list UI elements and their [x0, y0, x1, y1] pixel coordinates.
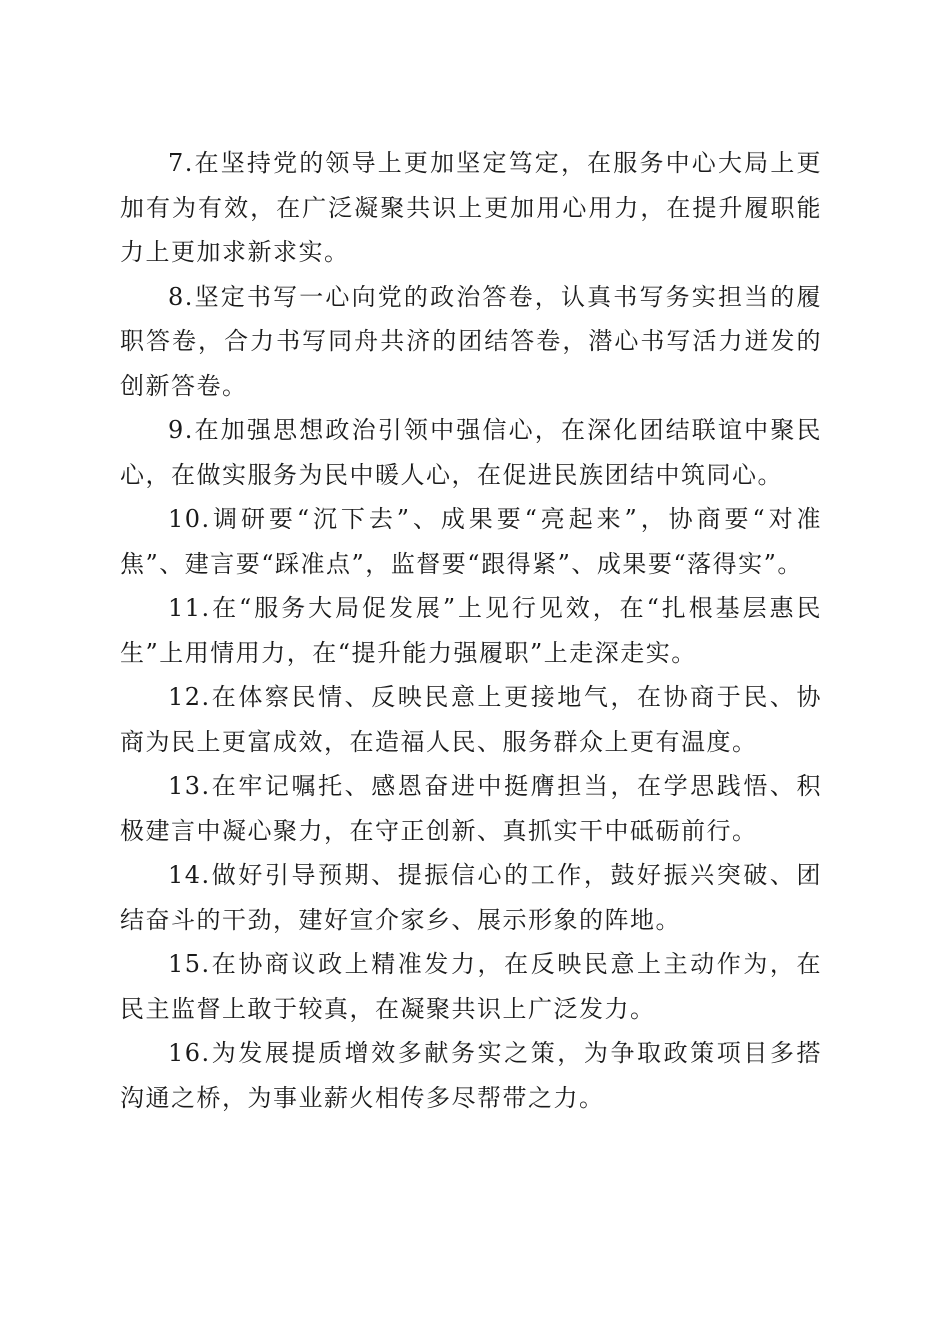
- document-body: [120, 141, 822, 1120]
- paragraph-9: 9.在加强思想政治引领中强信心，在深化团结联谊中聚民心，在做实服务为民中暖人心，在促进民族团结中筑同心。: [120, 416, 822, 489]
- paragraph-13: 13.在牢记嘱托、感恩奋进中挺膺担当，在学思践悟、积极建言中凝心聚力，在守正创新、真抓实干中砥砺前行。: [120, 772, 822, 845]
- paragraph-12: 12.在体察民情、反映民意上更接地气，在协商于民、协商为民上更富成效，在造福人民、服务群众上更有温度。: [120, 683, 822, 756]
- paragraph-16: 16.为发展提质增效多献务实之策，为争取政策项目多搭沟通之桥，为事业薪火相传多尽帮带之力。: [120, 1039, 822, 1112]
- paragraph-7: 7.在坚持党的领导上更加坚定笃定，在服务中心大局上更加有为有效，在广泛凝聚共识上更加用心用力，在提升履职能力上更加求新求实。: [120, 149, 822, 266]
- paragraph-11: 11.在“服务大局促发展”上见行见效，在“扎根基层惠民生”上用情用力，在“提升能力强履职”上走深走实。: [120, 594, 822, 667]
- paragraph-10: 10.调研要“沉下去”、成果要“亮起来”，协商要“对准焦”、建言要“踩准点”，监督要“跟得紧”、成果要“落得实”。: [120, 505, 822, 578]
- paragraph-15: 15.在协商议政上精准发力，在反映民意上主动作为，在民主监督上敢于较真，在凝聚共识上广泛发力。: [120, 950, 822, 1023]
- paragraph-8: 8.坚定书写一心向党的政治答卷，认真书写务实担当的履职答卷，合力书写同舟共济的团结答卷，潜心书写活力迸发的创新答卷。: [120, 282, 822, 400]
- paragraph-14: 14.做好引导预期、提振信心的工作，鼓好振兴突破、团结奋斗的干劲，建好宣介家乡、展示形象的阵地。: [120, 861, 822, 934]
